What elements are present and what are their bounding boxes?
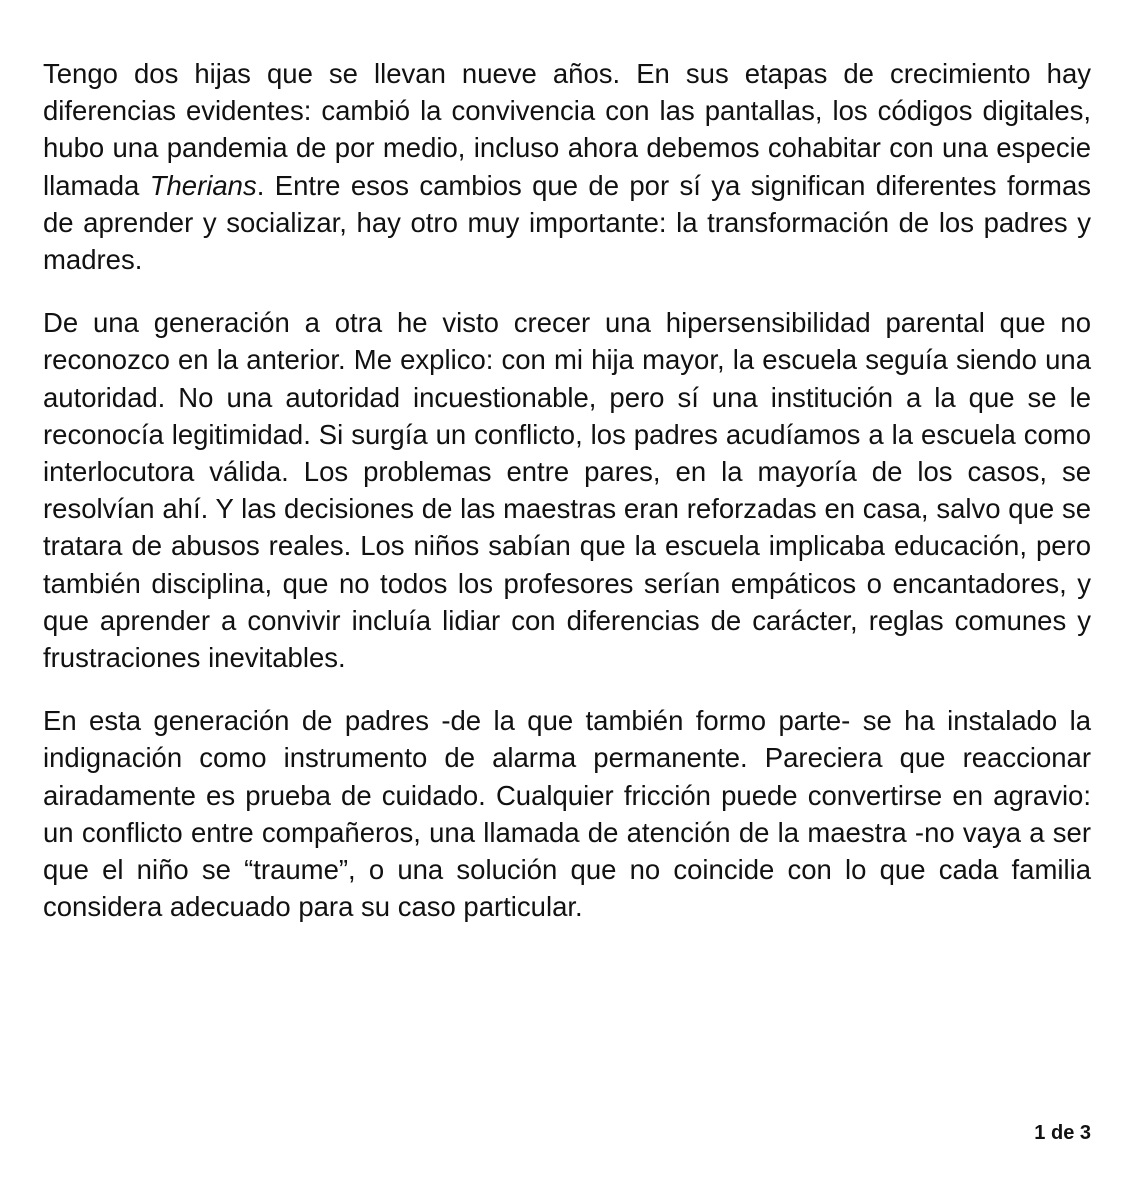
paragraph-2: De una generación a otra he visto crecer una hipersensibilidad parental que no reconozco en la anterior. Me explico: con mi hija mayor, la escuela seguía siendo una autoridad. No una autoridad incuestionable, pero sí una institución a la que se le reconocía legitimidad. Si surgía un conflicto, los padres acudíamos a la escuela como interlocutora válida. Los problemas entre pares, en la mayoría de los casos, se resolvían ahí. Y las decisiones de las maestras eran reforzadas en casa, salvo que se tratara de abusos reales. Los niños sabían que la escuela implicaba educación, pero también disciplina, que no todos los profesores serían empáticos o encantadores, y que aprender a convivir incluía lidiar con diferencias de carácter, reglas comunes y frustraciones inevitables. <box>43 307 1091 674</box>
page-number: 1 de 3 <box>1034 1122 1091 1144</box>
paragraph-1-text-start: Tengo dos hijas que se llevan nueve años. En sus etapas de crecimiento hay diferencias evidentes: cambió la convivencia con las pantallas, los códigos digitales, hubo una pandemia de por medio, incluso ahora debemos cohabitar con una especie llamada <box>43 58 1091 201</box>
paragraph-1-text-end: . Entre esos cambios que de por sí ya significan diferentes formas de aprender y socializar, hay otro muy importante: la transformación de los padres y madres. <box>43 169 1091 276</box>
paragraph-1 <box>43 55 1091 278</box>
document-page <box>43 55 1091 925</box>
paragraph-3: En esta generación de padres -de la que también formo parte- se ha instalado la indignación como instrumento de alarma permanente. Pareciera que reaccionar airadamente es prueba de cuidado. Cualquier fricción puede convertirse en agravio: un conflicto entre compañeros, una llamada de atención de la maestra -no vaya a ser que el niño se “traume”, o una solución que no coincide con lo que cada familia considera adecuado para su caso particular. <box>43 705 1091 923</box>
paragraph-1-italic-term: Therians <box>149 169 257 201</box>
